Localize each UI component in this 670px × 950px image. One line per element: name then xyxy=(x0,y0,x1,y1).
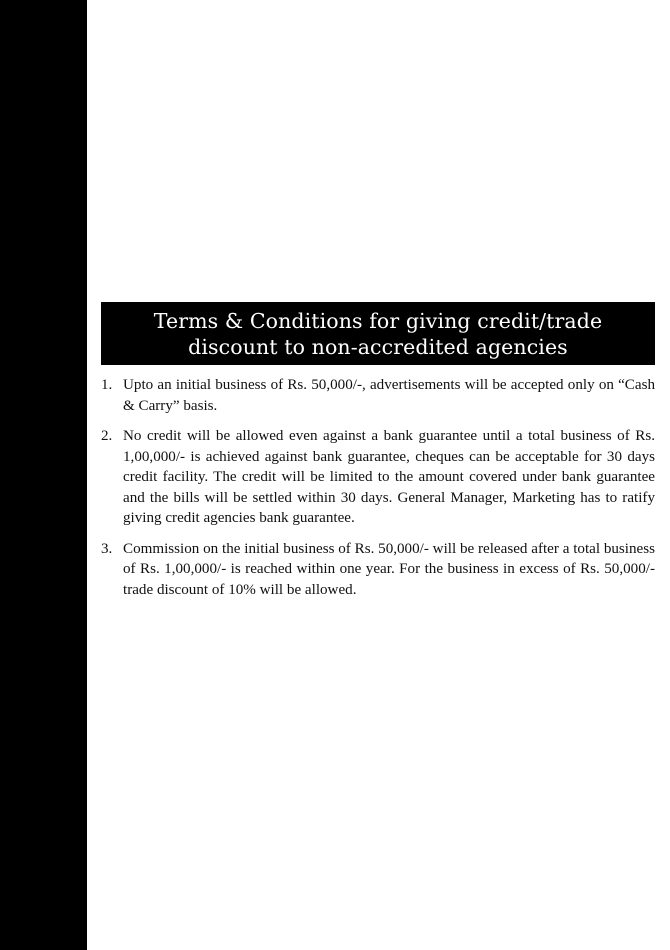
term-number: 1. xyxy=(101,377,113,393)
term-text: Upto an initial business of Rs. 50,000/-, advertisements will be accepted only on “Cash & Carry” basis. xyxy=(123,377,655,414)
terms-list xyxy=(101,375,655,600)
section-title xyxy=(101,302,655,365)
term-number: 2. xyxy=(101,428,113,444)
term-item-3 xyxy=(101,539,655,601)
section-title-line-2: discount to non-accredited agencies xyxy=(188,335,568,359)
term-item-1 xyxy=(101,375,655,416)
section-title-line-1: Terms & Conditions for giving credit/trade xyxy=(153,309,603,333)
left-margin-bar xyxy=(0,0,87,950)
term-item-2 xyxy=(101,426,655,529)
term-text: Commission on the initial business of Rs. 50,000/- will be released after a total business of Rs. 1,00,000/- is reached within one year. For the business in excess of Rs. 50,000/- trade discount of 10% will be allowed. xyxy=(123,540,655,598)
terms-section xyxy=(101,302,655,610)
term-text: No credit will be allowed even against a bank guarantee until a total business of Rs. 1,00,000/- is achieved against bank guarantee, cheques can be acceptable for 30 days credit facility. The credit will be limited to the amount covered under bank guarantee and the bills will be settled within 30 days. General Manager, Marketing has to ratify giving credit agencies bank guarantee. xyxy=(123,428,655,526)
term-number: 3. xyxy=(101,540,113,557)
